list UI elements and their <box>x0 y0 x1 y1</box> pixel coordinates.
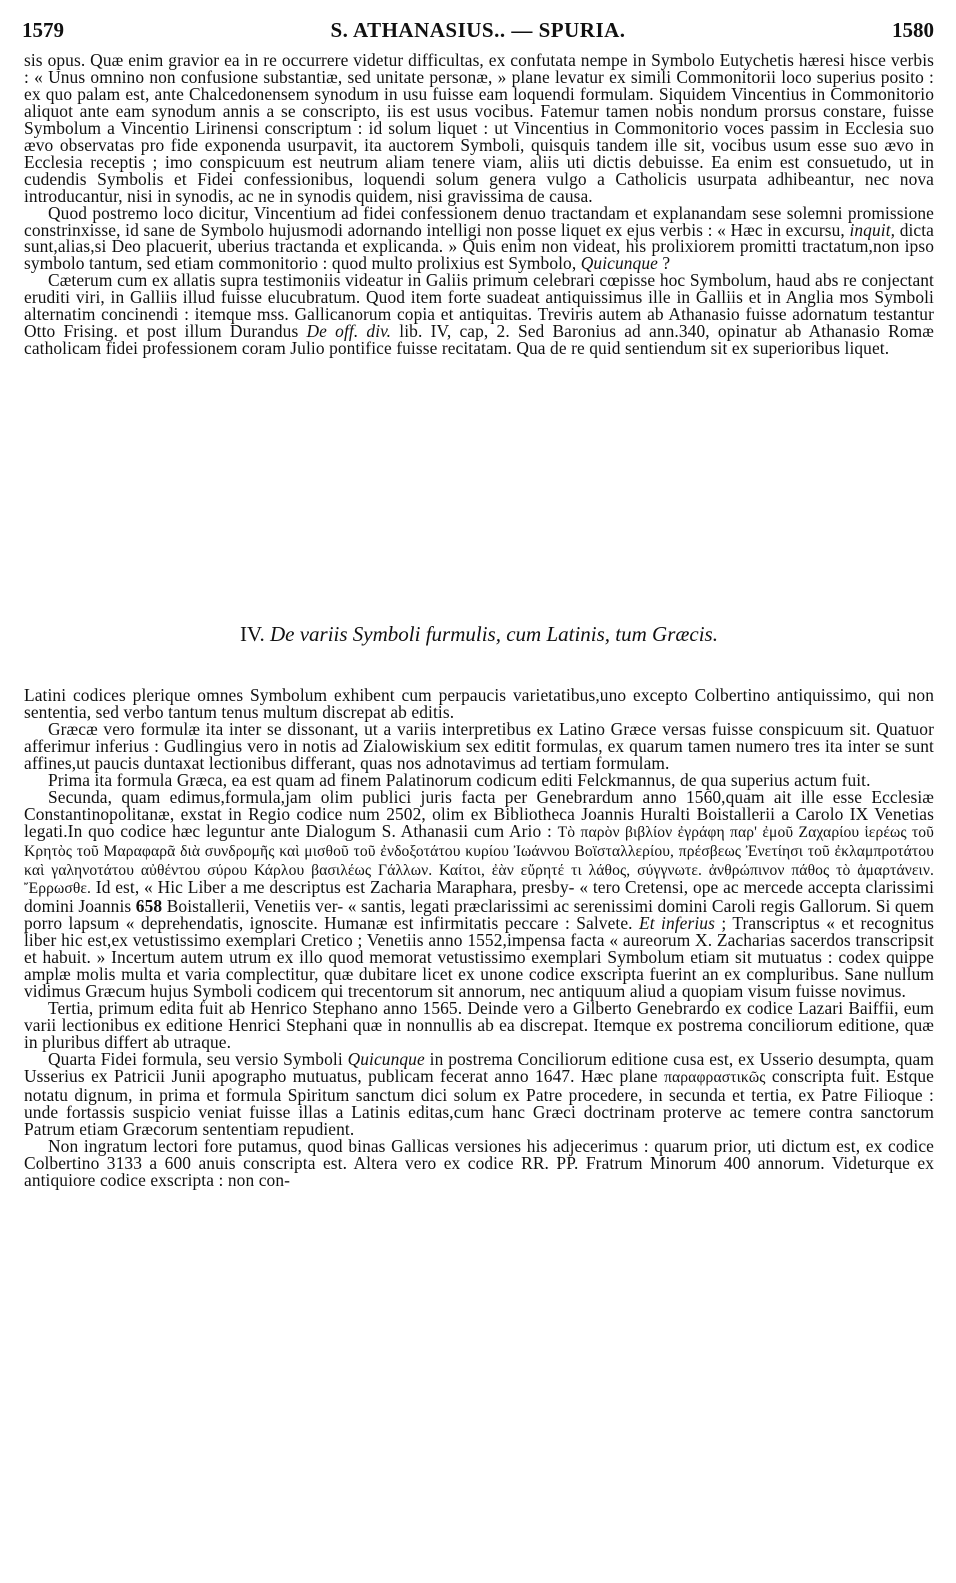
paragraph: Non ingratum lectori fore putamus, quod binas Gallicas versiones his adjecerimus : quarum prior, uti dictum est, ex codice Colbertino 3133 a 600 anuis conscripta est. Altera vero ex codice RR. PP. Fratrum Minorum 400 annorum. Videturque ex antiquiore codice exscripta : non con- <box>24 1135 934 1190</box>
paragraph <box>24 786 934 1002</box>
running-title: S. ATHANASIUS.. — SPURIA. <box>330 18 626 42</box>
text-block-lower <box>24 687 934 1189</box>
italic-text: Quicunque <box>580 253 658 274</box>
paragraph <box>24 202 934 274</box>
text-block-upper <box>24 52 934 357</box>
text-run: Quod postremo loco dicitur, Vincentium ad fidei confessionem denuo tractandam et explanandam sese solemni promissione constrinxisse, id sane de Symbolo hujusmodi adornando intelligi non posse liquet ex ejus verbis : « Hæc in excursu, <box>24 202 934 240</box>
text-run: ? <box>657 253 671 274</box>
paragraph: Latini codices plerique omnes Symbolum exhibent cum perpaucis varietatibus,uno excepto Colbertino antiquissimo, qui non sententia, sed verbo tantum tenus multum discrepat ab editis. <box>24 685 934 722</box>
greek-text: Τὸ παρὸν βιβλίον ἐγράφη παρ' ἐμοῦ Ζαχαρίου ἱερέως τοῦ Κρητὸς τοῦ Μαραφαρᾶ διὰ συνδρομῆς καὶ μισθοῦ τοῦ ἐνδοξοτάτου κυρίου Ἰωάννου Βοϊσταλλερίου, πρέσβεως Ἐνετίησι τοῦ ἐκλαμπροτάτου καὶ γαληνοτάτου αὐθέντου σύρου Κάρλου βασιλέως Γάλλων. Καίτοι, ἐὰν εὔρητέ τι λάθος, σύγγνωτε. ἀνθρώπινον πάθος τὸ ἁμαρτάνειν. Ἔρρωσθε. <box>24 823 934 898</box>
text-run: conscripta fuit. Estque notatu dignum, in prima et formula Spiritum sanctum dici solum ex Patre procedere, in secunda et tertia, ex Patre Filioque : unde fortassis suspicio veniat fuisse illas a Latinis editas,cum hanc Græci doctrinam proterve ac temere contra sanctorum Patrum etiam Græcorum sententiam repudient. <box>24 1065 934 1139</box>
italic-text: inquit, <box>849 219 896 240</box>
paragraph: Græcæ vero formulæ ita inter se dissonant, ut a variis interpretibus ex Latino Græce versas fuisse conspicuum sit. Quatuor afferimur inferius : Gudlingius vero in notis ad Zialowiskium sex editit formulas, ex quarum tamen numero tres ita inter se sunt affines,ut paucis duntaxat lectionibus differant, quas nos adnotavimus ad tertiam formulam. <box>24 718 934 773</box>
section-numeral: IV. <box>240 622 265 646</box>
paragraph: sis opus. Quæ enim gravior ea in re occurrere videtur difficultas, ex confutata nempe in Symbolo Eutychetis hæresi hisce verbis : « Unus omnino non confusione substantiæ, sed unitate personæ, » plane levatur ex simili Commonitorii loco superius posito : ex quo palam est, ante Chalcedonensem synodum in usu fuisse eam loquendi formulam. Siquidem Vincentius in Commonitorio aliquot ante eam synodum annis a se conscripto, iis est usus vocibus. Fatemur tamen nobis nondum prorsus constare, fuisse Symbolum a Vincentio Lirinensi conscriptum : id solum liquet : ut Vincentius in Commonitorio voces passim in Ecclesia suo ævo observatas pro fide exponenda usurpavit, ita auctorem Symboli, quisquis tandem ille sit, vocibus usum esse suo ævo in Ecclesia receptis ; imo conspicuum est neutrum aliam tenere viam, aliis uti dictis debuisse. Ea enim est consuetudo, ut in cudendis Symbolis et Fidei confessionibus, loquendi solum genera vulgo a Catholicis usurpata adhibeantur, nec nova introducantur, nisi in synodis, ac ne in synodis quidem, nisi gravissima de causa. <box>24 50 934 206</box>
text-run: Secunda, quam edimus,formula,jam olim publici juris facta per Genebrardum anno 1560,quam ait ille esse Ecclesiæ Constantinopolitanæ, exstat in Regio codice num 2502, olim ex Bibliotheca Joannis Huralti Boistallerii a Carolo IX Venetias legati.In quo codice hæc leguntur ante Dialogum S. Athanasii cum Ario : <box>24 786 934 841</box>
italic-text: Et inferius <box>638 913 715 934</box>
section-heading <box>24 622 934 647</box>
bold-number: 658 <box>135 896 163 917</box>
greek-text: παραφραστικῶς <box>664 1068 766 1086</box>
page-number-right: 1580 <box>892 18 934 42</box>
page-header <box>22 18 934 48</box>
italic-text: Quicunque <box>347 1049 425 1070</box>
text-run: Boistallerii, Venetiis ver- « santis, legati præclarissimi ac serenissimi domini Caroli regis Gallorum. Si quem porro lapsum « deprehendatis, ignoscite. Humanæ est infirmitatis peccare : Salvete. <box>24 896 934 934</box>
text-run: Id est, « Hic Liber a me descriptus est Zacharia Maraphara, presby- « tero Cretensi, ope ac mercede accepta clarissimi domini Joannis <box>24 877 934 917</box>
text-run: dicta sunt,alias,si Deo placuerit, uberius tractanda et explicanda. » Quis enim non videat, his prolixiorem promitti tractatum,non ipso symbolo tantum, sed etiam commonitorio : quod multo prolixius est Symbolo, <box>24 219 934 274</box>
paragraph: Prima ita formula Græca, ea est quam ad finem Palatinorum codicum editi Felckmannus, de qua superius actum fuit. <box>48 769 871 790</box>
text-run: lib. IV, cap, 2. Sed Baronius ad ann.340, opinatur ab Athanasio Romæ catholicam fidei professionem coram Julio pontifice fuisse recitatam. Qua de re quid sentiendum sit ex superioribus liquet. <box>24 321 935 359</box>
text-run: in postrema Conciliorum editione cusa est, ex Usserio desumpta, quam Usserius ex Patricii Junii apographo mutuatus, publicam fecerat anno 1647. Hæc plane <box>24 1049 934 1086</box>
paragraph <box>24 1051 934 1138</box>
text-run: ; Transcriptus « et recognitus liber hic est,ex vetustissimo exemplari Cretico ; Venetiis anno 1552,impensa facta « aureorum X. Zacharias sacerdos transcripsit et habuit. » Incertum autem utrum ex illo quod memorat vetustissimo exemplari Symbolum etiam sit mutuatus : codex quippe amplæ molis multa et varia complectitur, quæ dubitare licet ex unone codice exscripta fuerint an ex compluribus. Sane nullum vidimus Græcum hujus Symboli codicem qui trecentorum sit annorum, nec antiquum aliud a quopiam visum fuisse novimus. <box>24 913 934 1002</box>
text-run: Quarta Fidei formula, seu versio Symboli <box>48 1049 348 1070</box>
paragraph: Tertia, primum edita fuit ab Henrico Stephano anno 1565. Deinde vero a Gilberto Genebrardo ex codice Lazari Baiffii, eum varii lectionibus ex editione Henrici Stephani quæ in nonnullis ab ea discrepat. Itemque ex postrema conciliorum editione, quæ in pluribus differt ab utraque. <box>24 998 934 1053</box>
section-title-text: De variis Symboli furmulis, cum Latinis, tum Græcis. <box>269 622 718 646</box>
italic-text: De off. div. <box>306 321 392 342</box>
text-run: Cæterum cum ex allatis supra testimoniis videatur in Galiis primum celebrari cœpisse hoc Symbolum, haud abs re conjectant eruditi viri, in Galliis illud fuisse elucubratum. Quod item forte suadeat antiquissimus ille in Galliis et in Anglia mos Symboli alternatim concinendi : itemque mss. Gallicanorum copia et antiquitas. Treviris autem ab Athanasio fuisse adornatum testantur Otto Frising. et post illum Durandus <box>24 270 934 342</box>
paragraph <box>24 272 934 357</box>
page-number-left: 1579 <box>22 18 64 42</box>
